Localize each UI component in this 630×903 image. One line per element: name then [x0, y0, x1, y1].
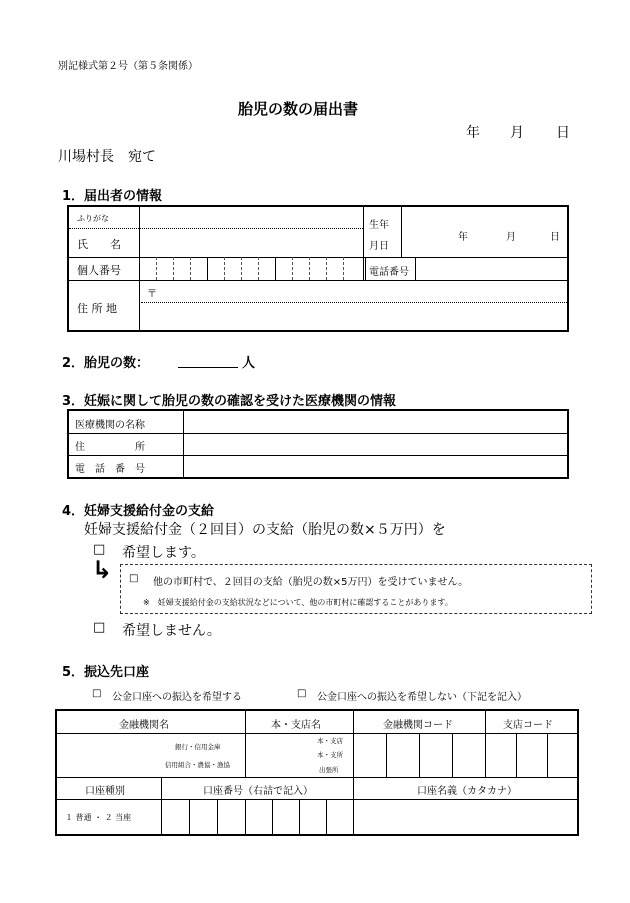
personal-number-label: 個人番号 — [77, 264, 121, 277]
bank-code-header: 金融機関コード — [383, 720, 453, 731]
section3-heading: 3．妊娠に関して胎児の数の確認を受けた医療機関の情報 — [62, 394, 397, 409]
birth-day[interactable]: 日 — [550, 232, 560, 243]
branch-type-3: 出張所 — [319, 766, 339, 774]
account-name-header: 口座名義（カタカナ） — [417, 786, 517, 797]
account-type-header: 口座種別 — [85, 786, 125, 797]
choice1-checkbox[interactable]: □ — [92, 688, 102, 699]
name-label: 氏 名 — [77, 238, 121, 251]
date-day[interactable]: 日 — [556, 125, 570, 141]
bank-account-table — [55, 709, 579, 836]
choice2-checkbox[interactable]: □ — [297, 688, 307, 699]
applicant-info-table — [67, 205, 569, 332]
sub-option-checkbox[interactable]: □ — [129, 573, 139, 584]
bank-type-1: 銀行・信用金庫 — [175, 743, 221, 751]
branch-type-2: 本・支所 — [317, 751, 343, 759]
medical-institution-table — [67, 409, 569, 479]
sub-option-label: 他の市町村で、２回目の支給（胎児の数×5万円）を受けていません。 — [153, 577, 469, 588]
birth-label-1: 生年 — [369, 220, 389, 231]
institution-name-label: 医療機関の名称 — [75, 420, 145, 431]
addressee: 川場村長 宛て — [58, 149, 156, 165]
option-no-checkbox[interactable]: □ — [93, 620, 106, 635]
option-yes-label: 希望します。 — [122, 545, 205, 561]
section2-heading: 2．胎児の数： — [62, 356, 150, 371]
date-year[interactable]: 年 — [466, 125, 480, 141]
section5-heading: 5．振込先口座 — [62, 665, 150, 680]
form-number: 別記様式第２号（第５条関係） — [58, 61, 198, 72]
fetus-count-line[interactable] — [178, 367, 238, 368]
institution-address-label: 住 所 — [75, 442, 145, 453]
date-month[interactable]: 月 — [510, 125, 524, 141]
arrow-icon: ↳ — [92, 556, 113, 584]
page-title: 胎児の数の届出書 — [238, 100, 359, 118]
section1-heading: 1．届出者の情報 — [62, 189, 163, 204]
branch-code-header: 支店コード — [503, 720, 553, 731]
account-type-value[interactable]: １ 普通 ・ ２ 当座 — [65, 813, 132, 822]
option-no-label: 希望しません。 — [122, 623, 221, 639]
option-yes-checkbox[interactable]: □ — [93, 542, 106, 557]
birth-month[interactable]: 月 — [506, 232, 516, 243]
branch-type-1: 本・支店 — [317, 737, 343, 745]
institution-phone-label: 電 話 番 号 — [75, 464, 145, 475]
furigana-label: ふりがな — [77, 214, 109, 223]
branch-name-header: 本・支店名 — [271, 720, 321, 731]
bank-name-header: 金融機関名 — [119, 720, 169, 731]
birth-year[interactable]: 年 — [458, 232, 468, 243]
postal-mark: 〒 — [147, 289, 157, 300]
account-number-header: 口座番号（右詰で記入） — [203, 786, 313, 797]
choice2-label: 公金口座への振込を希望しない（下記を記入） — [317, 692, 527, 703]
fetus-unit: 人 — [242, 356, 256, 371]
sub-option-note: ※ 妊婦支援給付金の支給状況などについて、他の市町村に確認することがあります。 — [143, 598, 453, 607]
choice1-label: 公金口座への振込を希望する — [112, 692, 242, 703]
support-intro: 妊婦支援給付金（２回目）の支給（胎児の数×５万円）を — [84, 522, 446, 538]
address-label: 住 所 地 — [77, 302, 117, 315]
bank-type-2: 信用組合・農協・漁協 — [165, 761, 230, 769]
birth-label-2: 月日 — [369, 241, 389, 252]
phone-label: 電話番号 — [369, 267, 409, 278]
section4-heading: 4．妊婦支援給付金の支給 — [62, 504, 215, 519]
sub-option-box — [120, 564, 592, 614]
